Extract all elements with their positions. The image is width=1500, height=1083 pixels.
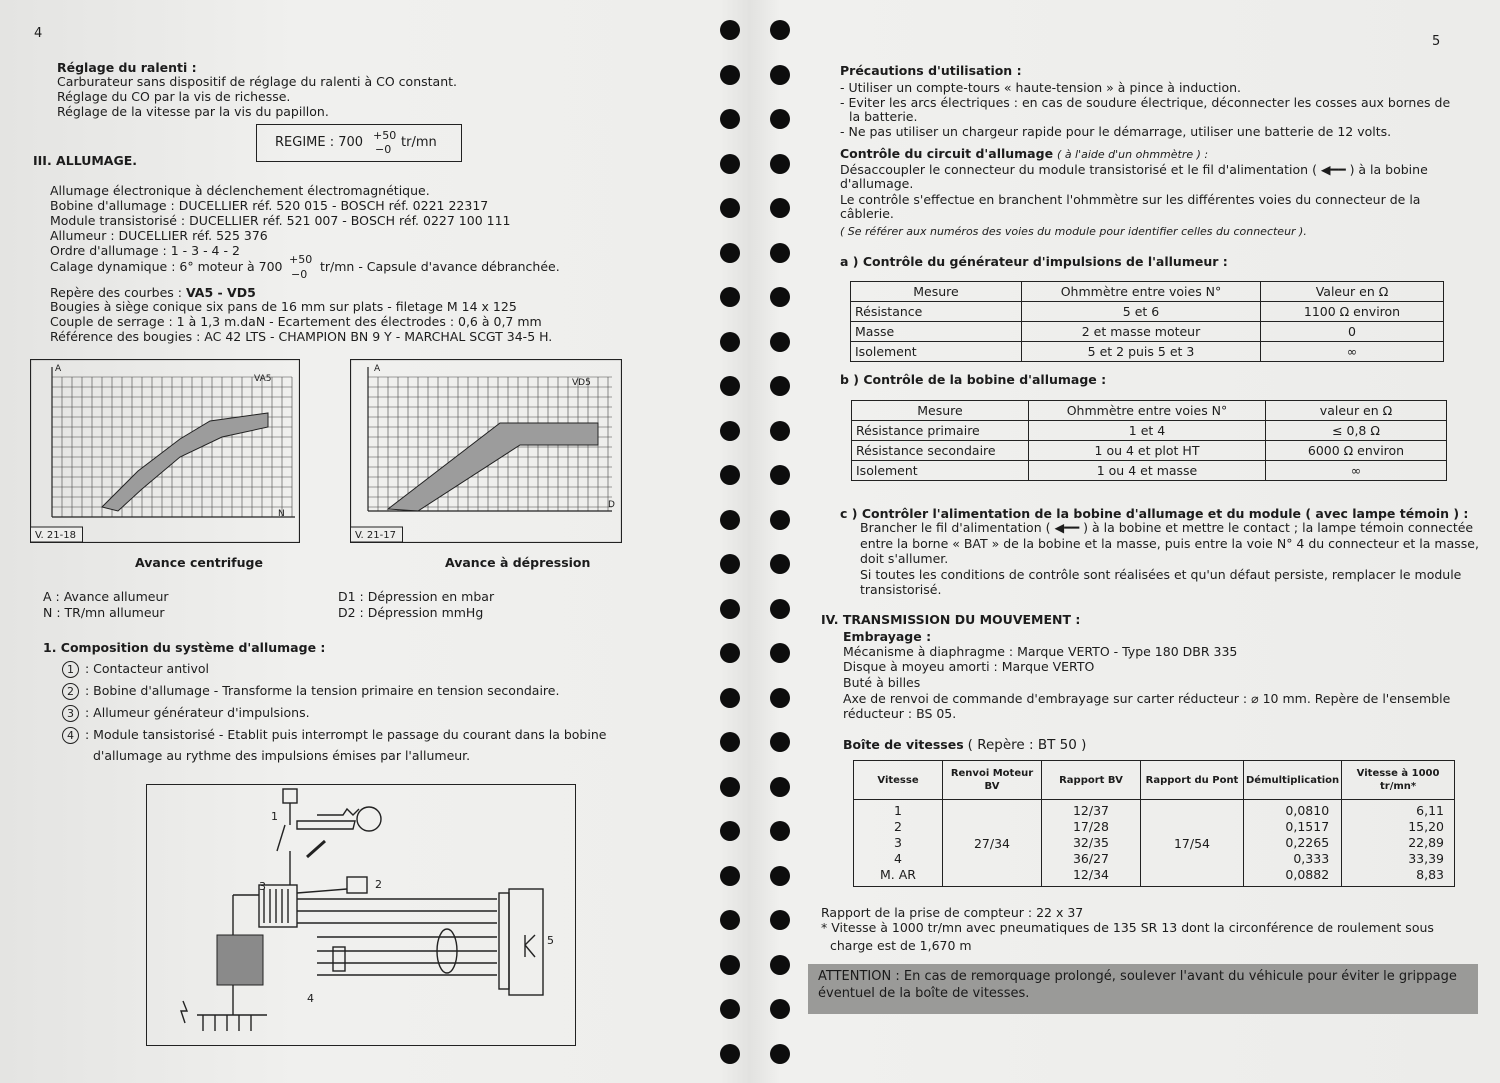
gearbox-speed-col <box>1342 800 1455 887</box>
section-c-line1 <box>860 520 1473 535</box>
precautions-line: la batterie. <box>849 109 918 124</box>
calage-minus: −0 <box>291 268 308 281</box>
binding-hole <box>720 198 740 218</box>
binding-hole <box>770 243 790 263</box>
item-text: : Allumeur générateur d'impulsions. <box>85 705 310 720</box>
table-header: valeur en Ω <box>1266 401 1447 421</box>
precautions-line: - Utiliser un compte-tours « haute-tension » à pince à induction. <box>840 80 1241 95</box>
graph-avance-centrifuge <box>30 359 300 543</box>
table-cell: 1100 Ω environ <box>1261 302 1444 322</box>
composition-title: 1. Composition du système d'allumage : <box>43 640 326 655</box>
schema-label: 4 <box>307 992 314 1005</box>
binding-hole <box>770 154 790 174</box>
binding-hole <box>720 554 740 574</box>
gearbox-cell: 1 <box>894 803 902 818</box>
precautions-line: - Eviter les arcs électriques : en cas de soudure électrique, déconnecter les cosses aux bornes de <box>840 95 1451 110</box>
gearbox-header: Rapport du Pont <box>1141 761 1244 800</box>
gearbox-header: Vitesse à 1000 tr/mn* <box>1342 761 1455 800</box>
table-row <box>852 421 1447 441</box>
gearbox-cell: 0,1517 <box>1285 819 1330 834</box>
table-cell: Résistance primaire <box>852 421 1029 441</box>
transmission-line: réducteur : BS 05. <box>843 706 957 721</box>
graph-avance-depression <box>350 359 622 543</box>
gearbox-cell: 0,0810 <box>1285 803 1330 818</box>
binding-hole <box>720 421 740 441</box>
item-text: : Bobine d'allumage - Transforme la tension primaire en tension secondaire. <box>85 683 560 698</box>
table-header: Mesure <box>852 401 1029 421</box>
wire-arrow-icon: ◀━━ <box>1316 162 1350 177</box>
table-header: Ohmmètre entre voies N° <box>1022 282 1261 302</box>
page-number-left: 4 <box>34 26 43 41</box>
graph2-axis-a: A <box>374 364 381 374</box>
binding-hole <box>720 287 740 307</box>
legend-d1: D1 : Dépression en mbar <box>338 589 495 604</box>
binding-hole <box>720 955 740 975</box>
table-cell: 1 et 4 <box>1029 421 1266 441</box>
controle-line1-b: ) à la bobine <box>1349 162 1428 177</box>
table-row <box>852 441 1447 461</box>
controle-line1-a: Désaccoupler le connecteur du module transistorisé et le fil d'alimentation ( <box>840 162 1317 177</box>
binding-hole <box>720 65 740 85</box>
allumage-line: Bobine d'allumage : DUCELLIER réf. 520 015 - BOSCH réf. 0221 22317 <box>50 198 489 213</box>
binding-hole <box>770 643 790 663</box>
allumage-line: Allumeur : DUCELLIER réf. 525 376 <box>50 228 268 243</box>
gearbox-cell: 33,39 <box>1408 851 1444 866</box>
controle-line: d'allumage. <box>840 176 914 191</box>
binding-hole <box>770 198 790 218</box>
regime-prefix: REGIME : 700 <box>275 135 364 150</box>
binding-hole <box>770 20 790 40</box>
transmission-line: Disque à moyeu amorti : Marque VERTO <box>843 659 1095 674</box>
transmission-line: Axe de renvoi de commande d'embrayage sur carter réducteur : ⌀ 10 mm. Repère de l'ensemble <box>843 691 1451 706</box>
transmission-line: Buté à billes <box>843 675 921 690</box>
graph1-ref: V. 21-18 <box>35 530 76 541</box>
transmission-line: Mécanisme à diaphragme : Marque VERTO - Type 180 DBR 335 <box>843 644 1238 659</box>
gearbox-cell: M. AR <box>880 867 916 882</box>
binding-hole <box>770 109 790 129</box>
allumage-line: Allumage électronique à déclenchement électromagnétique. <box>50 183 430 198</box>
binding-hole <box>770 421 790 441</box>
legend-n: N : TR/mn allumeur <box>43 605 165 620</box>
table-cell: ∞ <box>1261 342 1444 362</box>
precautions-line: - Ne pas utiliser un chargeur rapide pour le démarrage, utiliser une batterie de 12 volts. <box>840 124 1392 139</box>
attention-box: ATTENTION : En cas de remorquage prolongé, soulever l'avant du véhicule pour éviter le grippage éventuel de la boîte de vitesses. <box>808 964 1478 1014</box>
gearbox-cell: 0,0882 <box>1285 867 1330 882</box>
compteur-line: Rapport de la prise de compteur : 22 x 37 <box>821 905 1084 920</box>
table-cell: ∞ <box>1266 461 1447 481</box>
gearbox-cell: 17/28 <box>1072 819 1110 834</box>
gearbox-header: Démultiplication <box>1244 761 1342 800</box>
binding-hole <box>770 65 790 85</box>
table-bobine <box>851 400 1447 481</box>
embrayage-title: Embrayage : <box>843 629 932 644</box>
binding-hole <box>720 1044 740 1064</box>
gearbox-header: Renvoi Moteur BV <box>943 761 1042 800</box>
composition-item4-cont: d'allumage au rythme des impulsions émises par l'allumeur. <box>93 748 471 763</box>
footnote-line: * Vitesse à 1000 tr/mn avec pneumatiques de 135 SR 13 dont la circonférence de roulement sous <box>821 920 1434 935</box>
allumage-line: Couple de serrage : 1 à 1,3 m.daN - Ecartement des électrodes : 0,6 à 0,7 mm <box>50 314 542 329</box>
item-text: : Contacteur antivol <box>85 661 210 676</box>
graph1-axis-n: N <box>278 509 285 519</box>
section-c-line: transistorisé. <box>860 582 942 597</box>
controle-note: ( Se référer aux numéros des voies du module pour identifier celles du connecteur ). <box>840 225 1307 238</box>
regime-box <box>256 124 462 162</box>
gearbox-cell: 0,333 <box>1293 851 1330 866</box>
transmission-heading: IV. TRANSMISSION DU MOUVEMENT : <box>821 612 1081 627</box>
section-c-line: doit s'allumer. <box>860 551 949 566</box>
table-cell: ≤ 0,8 Ω <box>1266 421 1447 441</box>
table-cell: Masse <box>851 322 1022 342</box>
gearbox-cell: 8,83 <box>1416 867 1444 882</box>
legend-d2: D2 : Dépression mmHg <box>338 605 484 620</box>
table-row <box>852 461 1447 481</box>
graph2-caption: Avance à dépression <box>445 555 591 570</box>
precautions-title: Précautions d'utilisation : <box>840 63 1022 78</box>
binding-hole <box>770 777 790 797</box>
regime-minus: −0 <box>375 143 392 156</box>
table-cell: 0 <box>1261 322 1444 342</box>
gearbox-header: Vitesse <box>854 761 943 800</box>
allumage-heading: III. ALLUMAGE. <box>33 153 138 168</box>
controle-title: Contrôle du circuit d'allumage <box>840 146 1054 161</box>
wire-arrow-icon: ◀━━ <box>1050 520 1084 535</box>
gearbox-cell: 6,11 <box>1416 803 1444 818</box>
table-cell: 1 ou 4 et plot HT <box>1029 441 1266 461</box>
table-header: Valeur en Ω <box>1261 282 1444 302</box>
item-number: 3 <box>62 705 79 722</box>
wiring-diagram <box>146 784 576 1046</box>
binding-hole <box>770 510 790 530</box>
ralenti-title: Réglage du ralenti : <box>57 60 197 75</box>
gearbox-cell: 12/34 <box>1072 867 1110 882</box>
repere-prefix: Repère des courbes : <box>50 285 182 300</box>
binding-hole <box>770 465 790 485</box>
table-cell: Résistance secondaire <box>852 441 1029 461</box>
controle-title-note: ( à l'aide d'un ohmmètre ) : <box>1057 148 1209 161</box>
boite-repere: ( Repère : BT 50 ) <box>967 737 1087 753</box>
graph1-caption: Avance centrifuge <box>135 555 263 570</box>
graph1-code: VA5 <box>254 374 272 384</box>
wiring-diagram-svg <box>147 785 575 1045</box>
repere-courbes-label <box>50 285 256 300</box>
table-cell: Isolement <box>851 342 1022 362</box>
gearbox-cell: 12/37 <box>1072 803 1110 818</box>
binding-hole <box>720 910 740 930</box>
ralenti-line: Réglage de la vitesse par la vis du papillon. <box>57 104 329 119</box>
binding-hole <box>720 332 740 352</box>
allumage-line: Ordre d'allumage : 1 - 3 - 4 - 2 <box>50 243 240 258</box>
gearbox-rapport-col <box>1042 800 1141 887</box>
binding-hole <box>770 1044 790 1064</box>
graph1-axis-a: A <box>55 364 62 374</box>
binding-hole <box>720 510 740 530</box>
item-text: : Module tansistorisé - Etablit puis interrompt le passage du courant dans la bobine <box>85 727 607 742</box>
table-row <box>851 302 1444 322</box>
section-c-line1-a: Brancher le fil d'alimentation ( <box>860 520 1051 535</box>
composition-item <box>62 727 606 744</box>
binding-hole <box>720 465 740 485</box>
item-number: 2 <box>62 683 79 700</box>
binding-hole <box>770 999 790 1019</box>
binding-hole <box>720 376 740 396</box>
table-cell: 2 et masse moteur <box>1022 322 1261 342</box>
gearbox-cell: 32/35 <box>1072 835 1110 850</box>
section-c-line: entre la borne « BAT » de la bobine et la masse, puis entre la voie N° 4 du connecteur et la masse, <box>860 536 1479 551</box>
section-c-line1-b: ) à la bobine et mettre le contact ; la lampe témoin connectée <box>1083 520 1474 535</box>
item-number: 1 <box>62 661 79 678</box>
table-cell: 5 et 2 puis 5 et 3 <box>1022 342 1261 362</box>
binding-hole <box>720 866 740 886</box>
binding-hole <box>770 287 790 307</box>
binding-hole <box>770 554 790 574</box>
ralenti-line: Carburateur sans dispositif de réglage du ralenti à CO constant. <box>57 74 457 89</box>
schema-label: 5 <box>547 934 554 947</box>
item-number: 4 <box>62 727 79 744</box>
graph2-ref: V. 21-17 <box>355 530 396 541</box>
section-c-title: c ) Contrôler l'alimentation de la bobine d'allumage et du module ( avec lampe témoin ) : <box>840 506 1469 521</box>
allumage-line: Bougies à siège conique six pans de 16 mm sur plats - filetage M 14 x 125 <box>50 299 517 314</box>
schema-label: 2 <box>375 878 382 891</box>
table-header: Mesure <box>851 282 1022 302</box>
gearbox-cell: 22,89 <box>1408 835 1444 850</box>
table-cell: 1 ou 4 et masse <box>1029 461 1266 481</box>
table-a-title: a ) Contrôle du générateur d'impulsions de l'allumeur : <box>840 254 1228 269</box>
controle-line: câblerie. <box>840 206 894 221</box>
gearbox-cell: 15,20 <box>1408 819 1444 834</box>
table-header: Ohmmètre entre voies N° <box>1029 401 1266 421</box>
schema-label: 3 <box>259 880 266 893</box>
controle-line: Le contrôle s'effectue en branchent l'ohmmètre sur les différentes voies du connecteur de la <box>840 192 1421 207</box>
gearbox-cell: 4 <box>894 851 902 866</box>
calage-plus: +50 <box>289 253 313 266</box>
table-b-title: b ) Contrôle de la bobine d'allumage : <box>840 372 1107 387</box>
regime-plus: +50 <box>373 129 397 142</box>
gearbox-header: Rapport BV <box>1042 761 1141 800</box>
binding-hole <box>720 821 740 841</box>
repere-value: VA5 - VD5 <box>185 285 256 300</box>
binding-hole <box>770 688 790 708</box>
binding-hole <box>720 599 740 619</box>
gearbox-renvoi-cell: 27/34 <box>943 800 1042 887</box>
ralenti-line: Réglage du CO par la vis de richesse. <box>57 89 291 104</box>
boite-title: Boîte de vitesses <box>843 737 964 752</box>
gearbox-vitesse-col <box>854 800 943 887</box>
binding-hole <box>720 243 740 263</box>
schema-label: 1 <box>271 810 278 823</box>
gearbox-demult-col <box>1244 800 1342 887</box>
legend-a: A : Avance allumeur <box>43 589 169 604</box>
regime-unit: tr/mn <box>401 135 437 150</box>
composition-item <box>62 705 310 722</box>
gearbox-pont-cell: 17/54 <box>1141 800 1244 887</box>
graph2-code: VD5 <box>572 378 591 388</box>
page-number-right: 5 <box>1432 34 1441 49</box>
binding-hole <box>720 109 740 129</box>
binding-hole <box>720 154 740 174</box>
table-cell: 6000 Ω environ <box>1266 441 1447 461</box>
binding-hole <box>770 599 790 619</box>
calage-line: Calage dynamique : 6° moteur à 700 <box>50 259 283 274</box>
binding-hole <box>720 20 740 40</box>
binding-hole <box>770 732 790 752</box>
binding-hole <box>770 332 790 352</box>
binding-hole <box>770 866 790 886</box>
table-header-row <box>851 282 1444 302</box>
allumage-line: Référence des bougies : AC 42 LTS - CHAMPION BN 9 Y - MARCHAL SCGT 34-5 H. <box>50 329 553 344</box>
binding-hole <box>720 999 740 1019</box>
binding-hole <box>720 688 740 708</box>
boite-title-line <box>843 737 1086 753</box>
section-c-line: Si toutes les conditions de contrôle sont réalisées et qu'un défaut persiste, remplacer le module <box>860 567 1462 582</box>
binding-hole <box>770 376 790 396</box>
controle-line1 <box>840 162 1428 177</box>
gearbox-cell: 2 <box>894 819 902 834</box>
table-cell: Isolement <box>852 461 1029 481</box>
composition-item <box>62 683 559 700</box>
allumage-line: Module transistorisé : DUCELLIER réf. 521 007 - BOSCH réf. 0227 100 111 <box>50 213 511 228</box>
binding-hole <box>770 910 790 930</box>
binding-hole <box>720 643 740 663</box>
footnote-line: charge est de 1,670 m <box>830 938 972 953</box>
controle-title-line <box>840 146 1208 162</box>
table-cell: Résistance <box>851 302 1022 322</box>
gearbox-cell: 36/27 <box>1072 851 1110 866</box>
binding-hole <box>770 821 790 841</box>
binding-hole <box>720 777 740 797</box>
gearbox-cell: 3 <box>894 835 902 850</box>
gearbox-cell: 0,2265 <box>1285 835 1330 850</box>
gearbox-header-row <box>854 761 1455 800</box>
binding-hole <box>770 955 790 975</box>
table-row <box>851 322 1444 342</box>
gearbox-table <box>853 760 1455 887</box>
gearbox-data-row <box>854 800 1455 887</box>
table-row <box>851 342 1444 362</box>
binding-hole <box>720 732 740 752</box>
table-cell: 5 et 6 <box>1022 302 1261 322</box>
composition-item <box>62 661 209 678</box>
graph2-d: D <box>608 500 615 510</box>
calage-suffix: tr/mn - Capsule d'avance débranchée. <box>320 259 560 274</box>
table-generateur <box>850 281 1444 362</box>
table-header-row <box>852 401 1447 421</box>
